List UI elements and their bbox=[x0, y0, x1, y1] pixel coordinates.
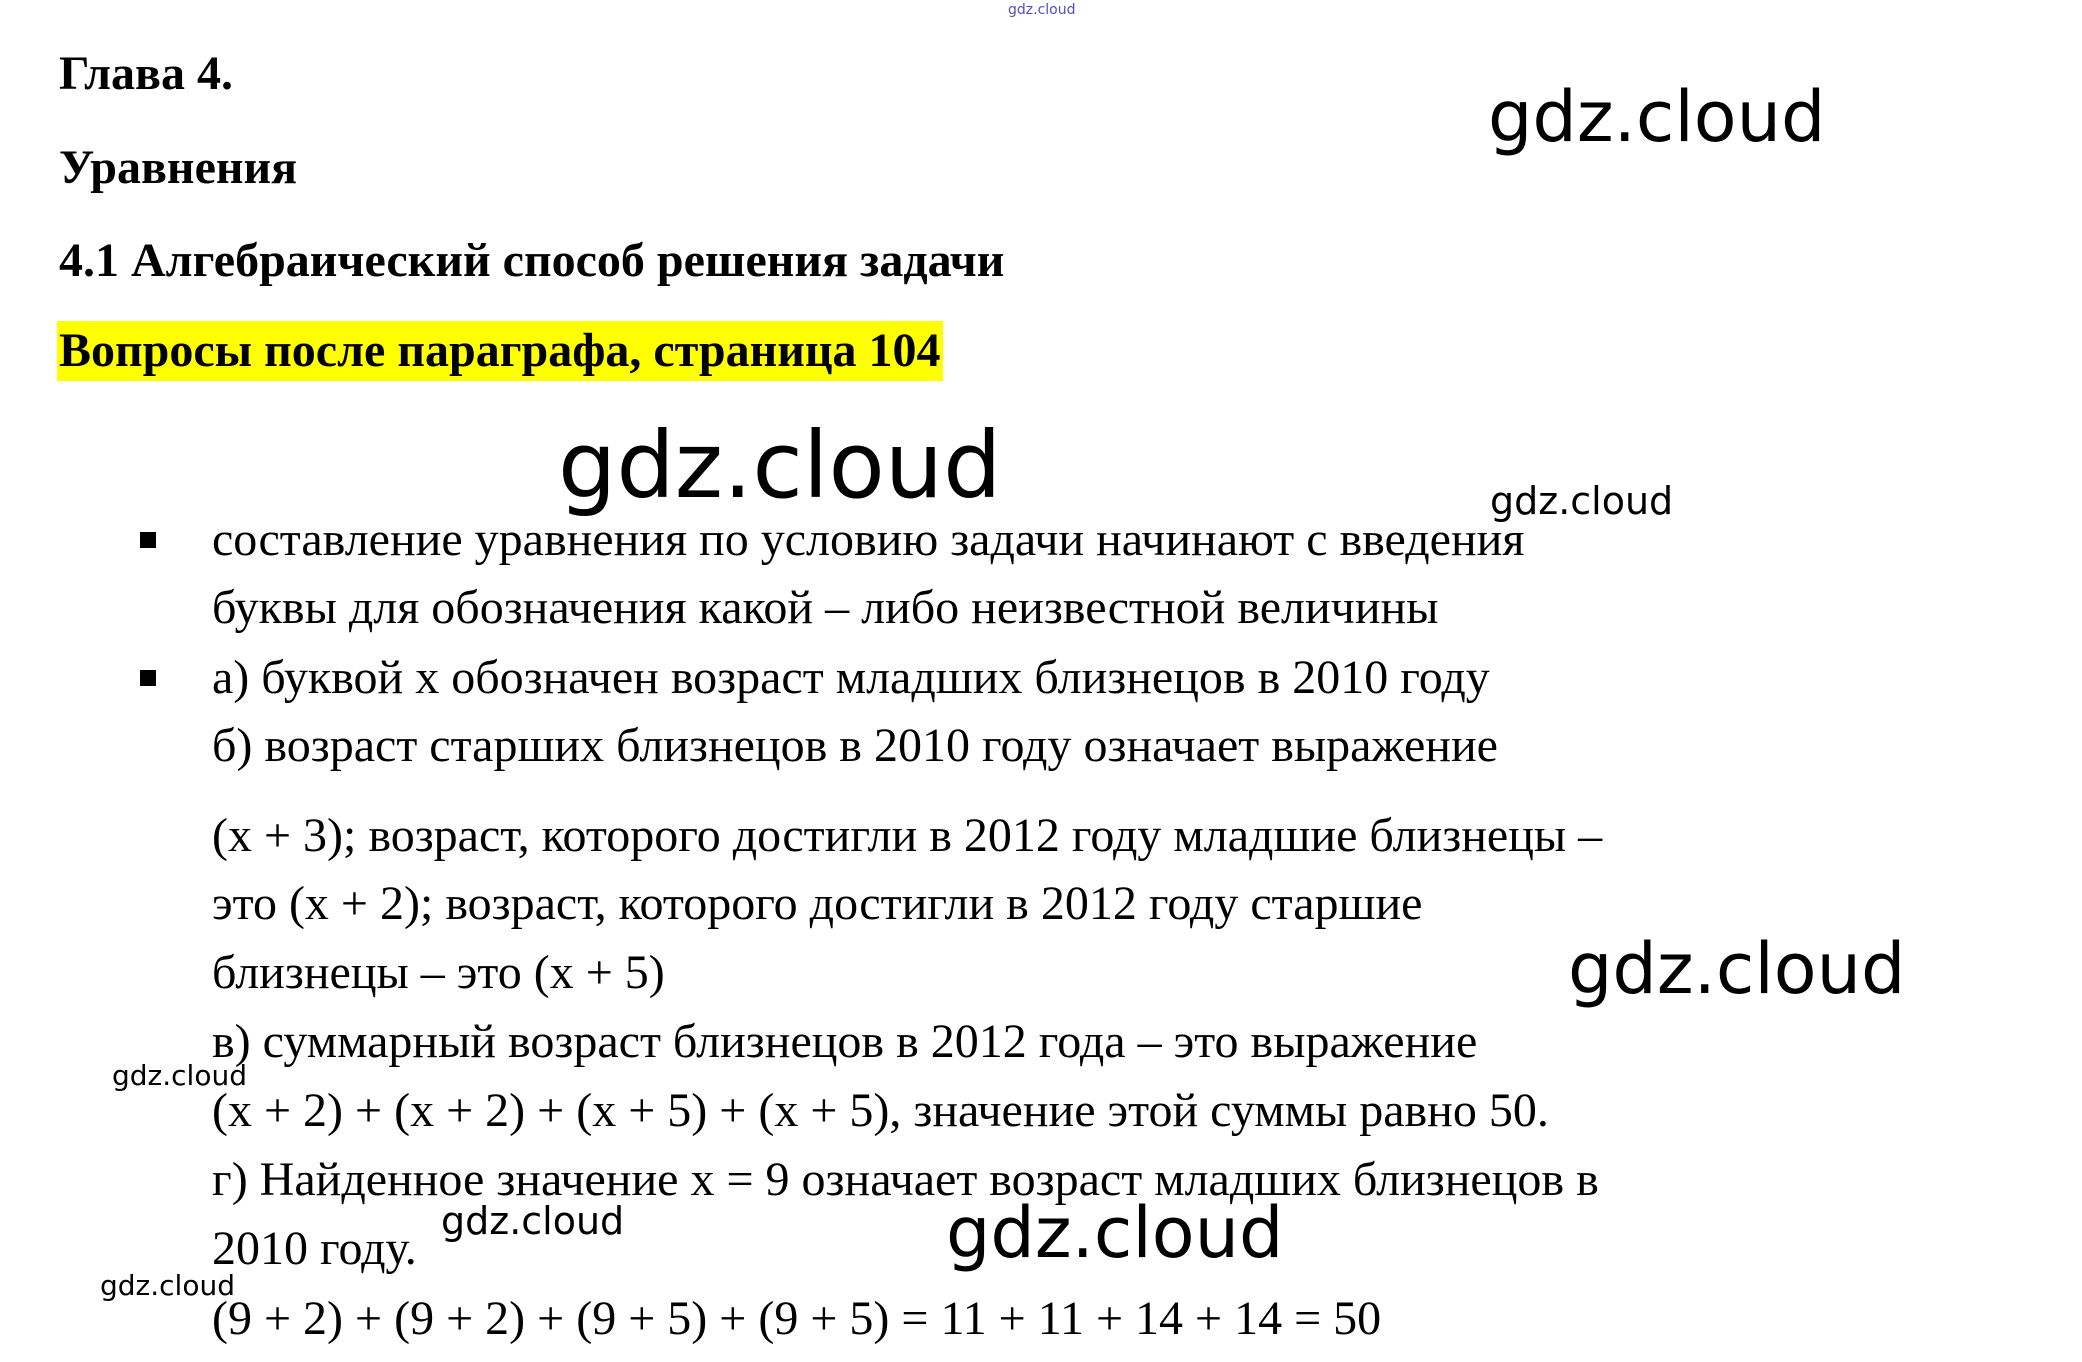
watermark-bottom-left-mid: gdz.cloud bbox=[441, 1199, 625, 1243]
watermark-left-small: gdz.cloud bbox=[112, 1059, 247, 1092]
answer-1-line-2: буквы для обозначения какой – либо неизвестной величины bbox=[212, 581, 1439, 634]
chapter-title: Глава 4. bbox=[59, 47, 233, 100]
watermark-bottom-center: gdz.cloud bbox=[946, 1192, 1284, 1274]
answer-2-line-8: г) Найденное значение x = 9 означает возраст младших близнецов в bbox=[212, 1153, 1599, 1206]
watermark-center-right: gdz.cloud bbox=[1490, 479, 1674, 523]
answer-2-line-3: (x + 3); возраст, которого достигли в 2012 году младшие близнецы – bbox=[212, 809, 1603, 862]
answer-2-line-10: (9 + 2) + (9 + 2) + (9 + 5) + (9 + 5) = 11 + 11 + 14 + 14 = 50 bbox=[212, 1292, 1382, 1345]
watermark-top-right: gdz.cloud bbox=[1488, 76, 1826, 158]
bullet-1 bbox=[140, 532, 156, 548]
answer-2-line-4: это (x + 2); возраст, которого достигли в 2012 году старшие bbox=[212, 877, 1423, 930]
watermark-bottom-left: gdz.cloud bbox=[100, 1269, 235, 1302]
watermark-top-tiny: gdz.cloud bbox=[1008, 2, 1076, 18]
answer-2-line-2: б) возраст старших близнецов в 2010 году означает выражение bbox=[212, 719, 1498, 772]
answer-2-line-9: 2010 году. bbox=[212, 1222, 417, 1275]
watermark-center-large: gdz.cloud bbox=[558, 412, 1002, 519]
answer-2-line-7: (x + 2) + (x + 2) + (x + 5) + (x + 5), значение этой суммы равно 50. bbox=[212, 1084, 1549, 1137]
section-title: 4.1 Алгебраический способ решения задачи bbox=[59, 234, 1005, 287]
answer-2-line-5: близнецы – это (x + 5) bbox=[212, 946, 665, 999]
answer-1-line-1: составление уравнения по условию задачи начинают с введения bbox=[212, 513, 1525, 566]
answer-2-line-1: а) буквой x обозначен возраст младших близнецов в 2010 году bbox=[212, 651, 1490, 704]
bullet-2 bbox=[140, 670, 156, 686]
answer-2-line-6: в) суммарный возраст близнецов в 2012 года – это выражение bbox=[212, 1015, 1478, 1068]
watermark-mid-right: gdz.cloud bbox=[1568, 928, 1906, 1010]
chapter-name: Уравнения bbox=[59, 141, 298, 194]
questions-header: Вопросы после параграфа, страница 104 bbox=[57, 321, 943, 381]
